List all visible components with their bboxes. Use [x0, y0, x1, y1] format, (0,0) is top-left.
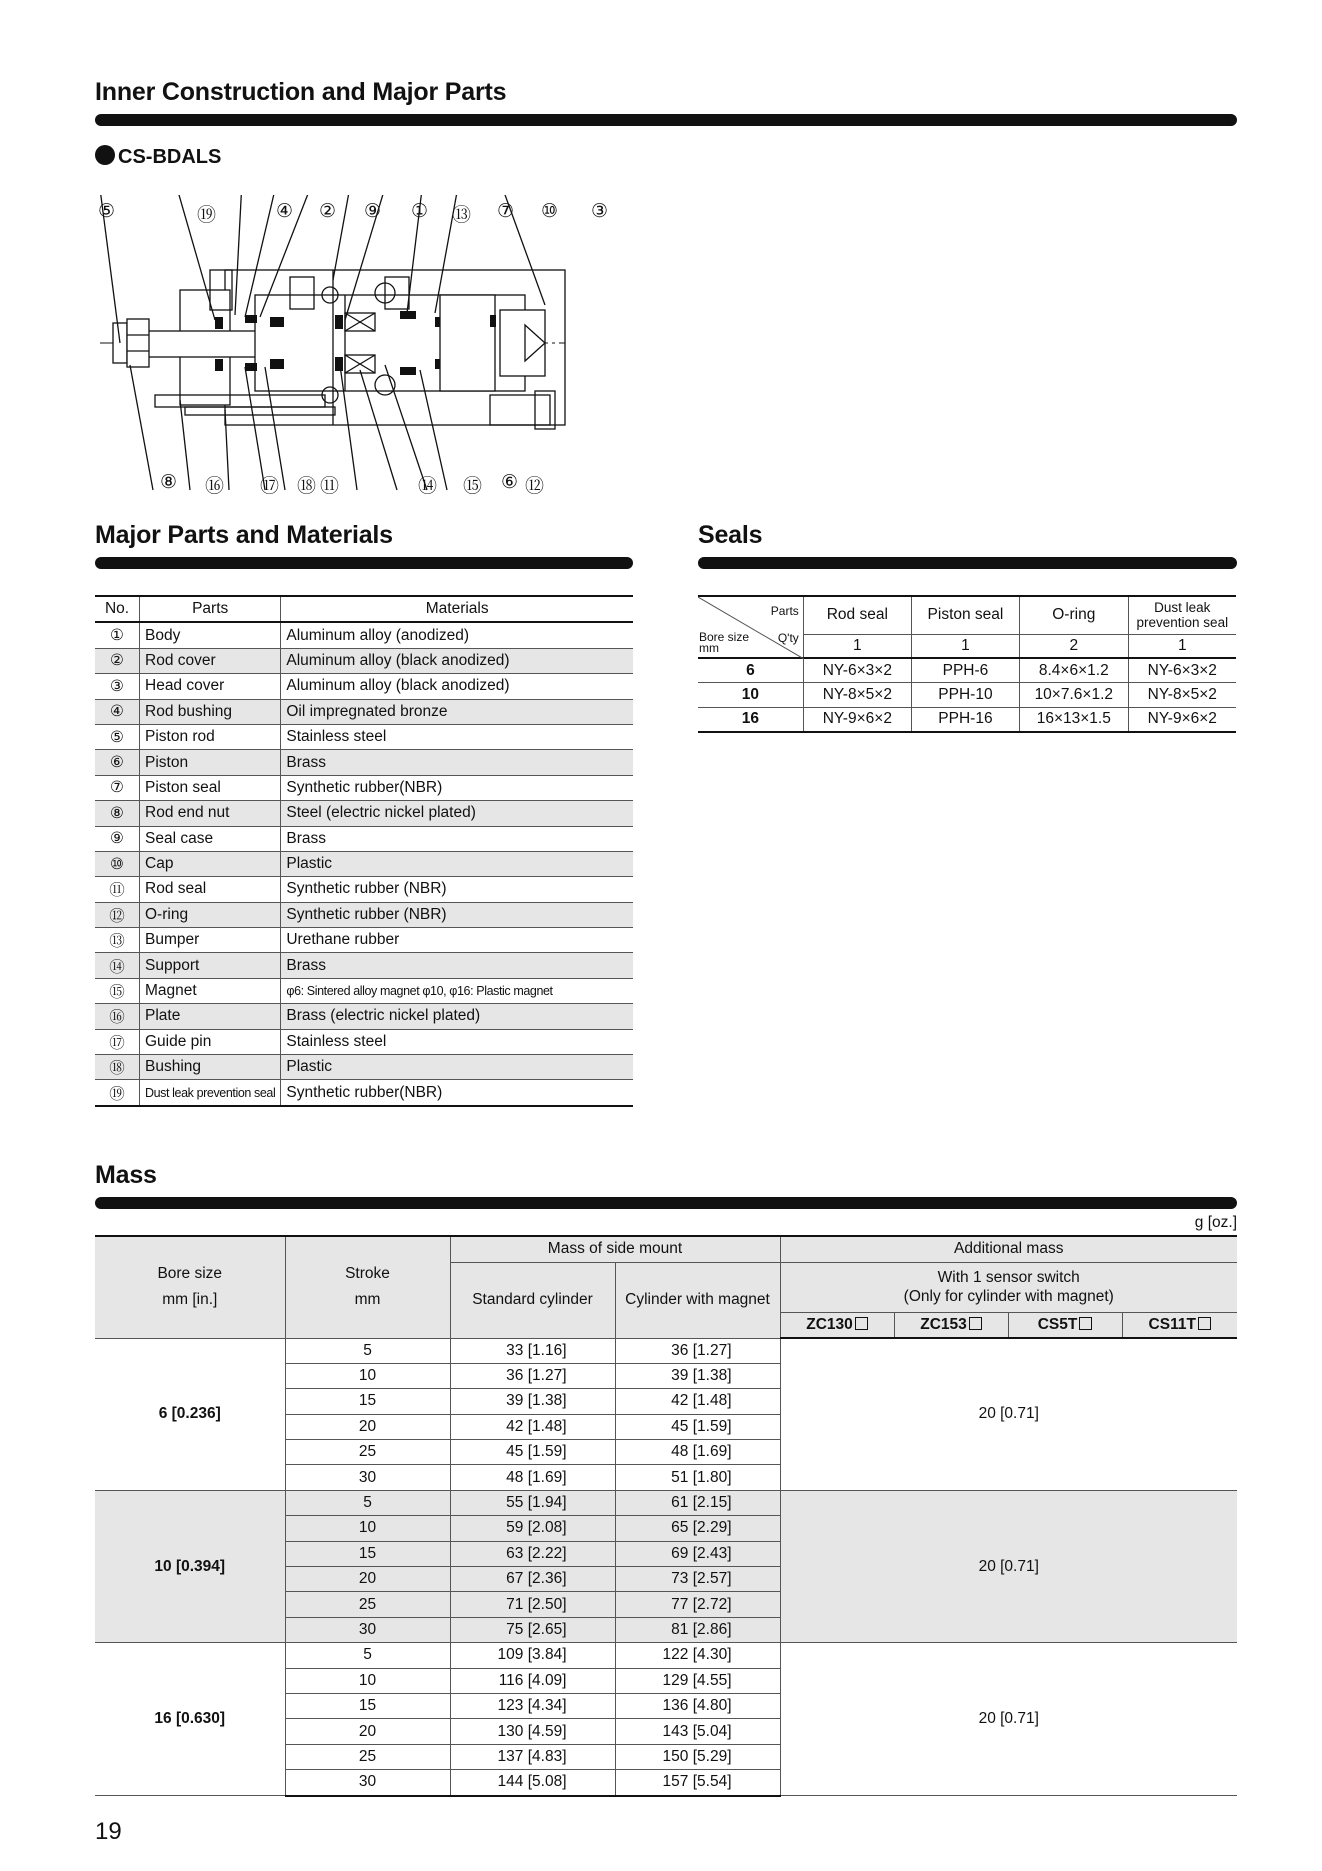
seals-row: [698, 683, 1236, 708]
callout-bottom-5: ⑪: [320, 476, 340, 497]
bore-size: 16 [0.630]: [95, 1643, 285, 1796]
callout-bottom-1: ⑧: [160, 472, 178, 493]
standard-mass: 63 [2.22]: [450, 1541, 615, 1566]
part-name: Rod seal: [140, 877, 281, 902]
part-name: Dust leak prevention seal: [140, 1080, 281, 1106]
stroke: 20: [285, 1567, 450, 1592]
mass-header-magnet: Cylinder with magnet: [615, 1262, 780, 1338]
page-number: 19: [95, 1818, 122, 1845]
seal-spec: NY-6×3×2: [803, 658, 911, 683]
standard-mass: 109 [3.84]: [450, 1643, 615, 1668]
parts-row: [95, 1004, 633, 1029]
standard-mass: 144 [5.08]: [450, 1770, 615, 1796]
part-name: Bumper: [140, 928, 281, 953]
part-material: φ6: Sintered alloy magnet φ10, φ16: Plastic magnet: [281, 978, 633, 1003]
bore-size: 6 [0.236]: [95, 1338, 285, 1490]
standard-mass: 55 [1.94]: [450, 1490, 615, 1515]
part-name: Rod cover: [140, 648, 281, 673]
part-material: Stainless steel: [281, 1029, 633, 1054]
standard-mass: 123 [4.34]: [450, 1693, 615, 1718]
parts-row: [95, 851, 633, 876]
callout-top-10: ③: [591, 201, 609, 222]
additional-mass: 20 [0.71]: [780, 1338, 1237, 1490]
parts-row: [95, 826, 633, 851]
magnet-mass: 77 [2.72]: [615, 1592, 780, 1617]
part-number: ①: [95, 622, 140, 648]
part-material: Brass (electric nickel plated): [281, 1004, 633, 1029]
stroke: 5: [285, 1338, 450, 1363]
part-material: Brass: [281, 750, 633, 775]
mass-header-standard: Standard cylinder: [450, 1262, 615, 1338]
stroke: 20: [285, 1719, 450, 1744]
stroke: 5: [285, 1490, 450, 1515]
part-number: ⑬: [95, 928, 140, 953]
part-number: ⑧: [95, 801, 140, 826]
part-material: Brass: [281, 953, 633, 978]
stroke: 30: [285, 1770, 450, 1796]
seals-header-rod-seal: Rod seal: [803, 596, 911, 634]
part-material: Urethane rubber: [281, 928, 633, 953]
section-title-construction: Inner Construction and Major Parts: [95, 78, 507, 106]
part-number: ⑤: [95, 724, 140, 749]
callout-top-6: ①: [411, 201, 429, 222]
stroke: 30: [285, 1617, 450, 1642]
seals-header-o-ring: O-ring: [1020, 596, 1129, 634]
magnet-mass: 39 [1.38]: [615, 1363, 780, 1388]
stroke: 10: [285, 1516, 450, 1541]
mass-row: [95, 1338, 1237, 1363]
bullet-icon: [95, 145, 115, 165]
magnet-mass: 122 [4.30]: [615, 1643, 780, 1668]
part-number: ⑯: [95, 1004, 140, 1029]
magnet-mass: 157 [5.54]: [615, 1770, 780, 1796]
seal-spec: 10×7.6×1.2: [1020, 683, 1129, 708]
standard-mass: 75 [2.65]: [450, 1617, 615, 1642]
part-number: ⑭: [95, 953, 140, 978]
part-material: Plastic: [281, 851, 633, 876]
callout-top-3: ④: [276, 201, 294, 222]
part-number: ④: [95, 699, 140, 724]
standard-mass: 71 [2.50]: [450, 1592, 615, 1617]
seals-corner-cell: [698, 596, 803, 658]
part-material: Oil impregnated bronze: [281, 699, 633, 724]
parts-row: [95, 699, 633, 724]
standard-mass: 116 [4.09]: [450, 1668, 615, 1693]
standard-mass: 130 [4.59]: [450, 1719, 615, 1744]
magnet-mass: 81 [2.86]: [615, 1617, 780, 1642]
part-name: Piston seal: [140, 775, 281, 800]
section-rule: [95, 114, 1237, 126]
mass-row: [95, 1643, 1237, 1668]
part-number: ⑦: [95, 775, 140, 800]
callout-top-1: ⑤: [98, 201, 116, 222]
qty-cell: 1: [1128, 634, 1236, 658]
magnet-mass: 143 [5.04]: [615, 1719, 780, 1744]
bore-size: 16: [698, 707, 803, 732]
part-material: Synthetic rubber (NBR): [281, 877, 633, 902]
parts-row: [95, 775, 633, 800]
seal-spec: NY-9×6×2: [803, 707, 911, 732]
additional-mass: 20 [0.71]: [780, 1643, 1237, 1796]
callout-top-9: ⑩: [541, 201, 559, 222]
parts-row: [95, 1029, 633, 1054]
stroke: 15: [285, 1693, 450, 1718]
magnet-mass: 69 [2.43]: [615, 1541, 780, 1566]
callout-bottom-6: ⑭: [418, 476, 438, 497]
callout-bottom-9: ⑫: [525, 476, 545, 497]
seal-spec: PPH-10: [911, 683, 1019, 708]
part-number: ⑫: [95, 902, 140, 927]
corner-qty-label: Q'ty: [777, 631, 799, 645]
mass-header-bore: Bore size mm [in.]: [95, 1236, 285, 1338]
parts-row: [95, 928, 633, 953]
callout-top-4: ②: [319, 201, 337, 222]
checkbox-icon: [1079, 1317, 1092, 1330]
part-name: Guide pin: [140, 1029, 281, 1054]
magnet-mass: 73 [2.57]: [615, 1567, 780, 1592]
part-material: Aluminum alloy (anodized): [281, 622, 633, 648]
section-rule: [95, 1197, 1237, 1209]
parts-row: [95, 750, 633, 775]
part-material: Aluminum alloy (black anodized): [281, 648, 633, 673]
checkbox-icon: [969, 1317, 982, 1330]
model-name: CS-BDALS: [118, 146, 222, 168]
additional-mass: 20 [0.71]: [780, 1490, 1237, 1642]
stroke: 10: [285, 1668, 450, 1693]
parts-row: [95, 648, 633, 673]
standard-mass: 48 [1.69]: [450, 1465, 615, 1490]
model-label: [95, 145, 221, 169]
cross-section-diagram: [95, 195, 615, 500]
seal-spec: PPH-16: [911, 707, 1019, 732]
part-material: Brass: [281, 826, 633, 851]
callout-bottom-8: ⑥: [501, 472, 519, 493]
switch-cs5t: CS5T: [1008, 1312, 1122, 1338]
part-number: ⑱: [95, 1055, 140, 1080]
part-name: Magnet: [140, 978, 281, 1003]
parts-row: [95, 953, 633, 978]
seal-spec: NY-8×5×2: [1128, 683, 1236, 708]
parts-table: [95, 595, 633, 1107]
parts-row: [95, 622, 633, 648]
part-name: Rod bushing: [140, 699, 281, 724]
callout-top-5: ⑨: [364, 201, 382, 222]
section-rule: [95, 557, 633, 569]
part-number: ⑰: [95, 1029, 140, 1054]
part-name: Bushing: [140, 1055, 281, 1080]
part-number: ③: [95, 674, 140, 699]
part-material: Synthetic rubber(NBR): [281, 1080, 633, 1106]
seal-spec: NY-9×6×2: [1128, 707, 1236, 732]
part-name: Rod end nut: [140, 801, 281, 826]
part-name: Piston rod: [140, 724, 281, 749]
parts-row: [95, 978, 633, 1003]
part-name: Seal case: [140, 826, 281, 851]
stroke: 25: [285, 1440, 450, 1465]
mass-row: [95, 1490, 1237, 1515]
magnet-mass: 65 [2.29]: [615, 1516, 780, 1541]
seal-spec: PPH-6: [911, 658, 1019, 683]
switch-zc130: ZC130: [780, 1312, 894, 1338]
seal-spec: 8.4×6×1.2: [1020, 658, 1129, 683]
parts-row: [95, 674, 633, 699]
callout-bottom-7: ⑮: [463, 476, 483, 497]
bore-size: 10: [698, 683, 803, 708]
magnet-mass: 150 [5.29]: [615, 1744, 780, 1769]
seals-row: [698, 658, 1236, 683]
section-title-mass: Mass: [95, 1161, 157, 1189]
stroke: 15: [285, 1389, 450, 1414]
parts-row: [95, 1080, 633, 1106]
corner-parts-label: Parts: [770, 604, 799, 618]
checkbox-icon: [855, 1317, 868, 1330]
qty-cell: 2: [1020, 634, 1129, 658]
callout-bottom-4: ⑱: [297, 476, 317, 497]
standard-mass: 33 [1.16]: [450, 1338, 615, 1363]
standard-mass: 39 [1.38]: [450, 1389, 615, 1414]
seals-header-dust-seal: Dust leak prevention seal: [1128, 596, 1236, 634]
checkbox-icon: [1198, 1317, 1211, 1330]
switch-zc153: ZC153: [894, 1312, 1008, 1338]
bore-size: 10 [0.394]: [95, 1490, 285, 1642]
stroke: 15: [285, 1541, 450, 1566]
standard-mass: 67 [2.36]: [450, 1567, 615, 1592]
seal-spec: 16×13×1.5: [1020, 707, 1129, 732]
magnet-mass: 51 [1.80]: [615, 1465, 780, 1490]
section-title-seals: Seals: [698, 521, 763, 549]
part-number: ⑪: [95, 877, 140, 902]
switch-cs11t: CS11T: [1122, 1312, 1237, 1338]
part-material: Plastic: [281, 1055, 633, 1080]
standard-mass: 137 [4.83]: [450, 1744, 615, 1769]
part-name: Plate: [140, 1004, 281, 1029]
stroke: 30: [285, 1465, 450, 1490]
standard-mass: 59 [2.08]: [450, 1516, 615, 1541]
mass-header-stroke: Stroke mm: [285, 1236, 450, 1338]
mass-table: [95, 1235, 1237, 1797]
qty-cell: 1: [911, 634, 1019, 658]
standard-mass: 36 [1.27]: [450, 1363, 615, 1388]
callout-bottom-3: ⑰: [260, 476, 280, 497]
magnet-mass: 48 [1.69]: [615, 1440, 780, 1465]
col-header-parts: Parts: [140, 596, 281, 622]
callout-top-8: ⑦: [497, 201, 515, 222]
section-title-parts: Major Parts and Materials: [95, 521, 393, 549]
stroke: 20: [285, 1414, 450, 1439]
col-header-no: No.: [95, 596, 140, 622]
seal-spec: NY-6×3×2: [1128, 658, 1236, 683]
magnet-mass: 136 [4.80]: [615, 1693, 780, 1718]
mass-unit: g [oz.]: [1194, 1214, 1237, 1231]
section-rule: [698, 557, 1237, 569]
magnet-mass: 129 [4.55]: [615, 1668, 780, 1693]
col-header-materials: Materials: [281, 596, 633, 622]
part-number: ②: [95, 648, 140, 673]
stroke: 5: [285, 1643, 450, 1668]
stroke: 25: [285, 1592, 450, 1617]
part-name: Body: [140, 622, 281, 648]
callout-top-2: ⑲: [197, 205, 217, 226]
corner-bore-label: Bore size mm: [699, 630, 750, 655]
part-material: Aluminum alloy (black anodized): [281, 674, 633, 699]
part-number: ⑥: [95, 750, 140, 775]
part-name: O-ring: [140, 902, 281, 927]
standard-mass: 45 [1.59]: [450, 1440, 615, 1465]
standard-mass: 42 [1.48]: [450, 1414, 615, 1439]
part-number: ⑨: [95, 826, 140, 851]
part-material: Synthetic rubber (NBR): [281, 902, 633, 927]
part-material: Stainless steel: [281, 724, 633, 749]
seals-table: [698, 595, 1236, 733]
parts-row: [95, 1055, 633, 1080]
magnet-mass: 42 [1.48]: [615, 1389, 780, 1414]
part-material: Synthetic rubber(NBR): [281, 775, 633, 800]
seal-spec: NY-8×5×2: [803, 683, 911, 708]
magnet-mass: 45 [1.59]: [615, 1414, 780, 1439]
callout-bottom-2: ⑯: [205, 476, 225, 497]
parts-row: [95, 877, 633, 902]
parts-row: [95, 902, 633, 927]
part-name: Piston: [140, 750, 281, 775]
part-name: Head cover: [140, 674, 281, 699]
parts-row: [95, 724, 633, 749]
part-name: Cap: [140, 851, 281, 876]
part-name: Support: [140, 953, 281, 978]
part-number: ⑩: [95, 851, 140, 876]
part-number: ⑮: [95, 978, 140, 1003]
part-material: Steel (electric nickel plated): [281, 801, 633, 826]
callout-top-7: ⑬: [452, 205, 472, 226]
seals-header-piston-seal: Piston seal: [911, 596, 1019, 634]
seals-row: [698, 707, 1236, 732]
stroke: 25: [285, 1744, 450, 1769]
stroke: 10: [285, 1363, 450, 1388]
qty-cell: 1: [803, 634, 911, 658]
magnet-mass: 36 [1.27]: [615, 1338, 780, 1363]
magnet-mass: 61 [2.15]: [615, 1490, 780, 1515]
mass-header-additional: Additional mass: [780, 1236, 1237, 1262]
bore-size: 6: [698, 658, 803, 683]
parts-row: [95, 801, 633, 826]
part-number: ⑲: [95, 1080, 140, 1106]
mass-header-sensor: With 1 sensor switch (Only for cylinder with magnet): [780, 1262, 1237, 1312]
mass-header-side-mount: Mass of side mount: [450, 1236, 780, 1262]
